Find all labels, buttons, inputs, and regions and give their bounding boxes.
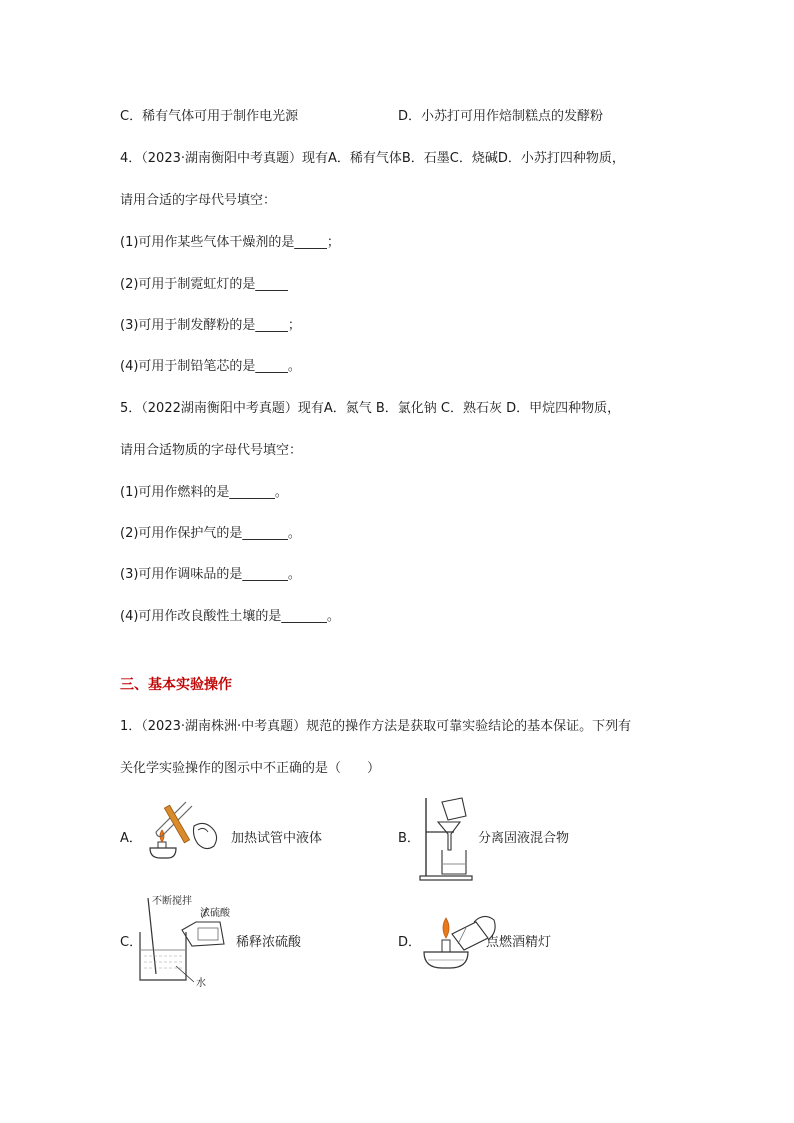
q4-item-3: (3)可用于制发酵粉的是_____； [120,318,301,333]
q1-stem-line2: 关化学实验操作的图示中不正确的是（ ） [120,761,381,776]
q1-stem-line1: 1．（2023·湖南株洲·中考真题）规范的操作方法是获取可靠实验结论的基本保证。下列有 [120,719,632,734]
option-b-caption: 分离固液混合物 [478,831,570,846]
q4-item-2: (2)可用于制霓虹灯的是_____ [120,277,288,292]
q5-stem-line2: 请用合适物质的字母代号填空： [120,443,303,458]
option-b-letter: B． [398,831,420,846]
label-water: 水 [196,978,206,989]
q5-item-2: (2)可用作保护气的是_______。 [120,526,301,541]
q5-stem-line1: 5．（2022湖南衡阳中考真题）现有A．氮气 B．氯化钠 C．熟石灰 D．甲烷四种物质， [120,401,621,416]
option-c-letter: C． [120,935,143,950]
label-stir: 不断搅拌 [152,896,192,907]
option-a-letter: A． [120,831,142,846]
q4-item-4: (4)可用于制铅笔芯的是_____。 [120,359,301,374]
heating-test-tube-illustration [146,796,226,866]
option-c-caption: 稀释浓硫酸 [236,935,302,950]
q4-item-1: (1)可用作某些气体干燥剂的是_____； [120,235,340,250]
q4-stem-line1: 4．（2023·湖南衡阳中考真题）现有A．稀有气体B．石墨C．烧碱D．小苏打四种物质， [120,151,625,166]
q3-option-d: D．小苏打可用作焙制糕点的发酵粉 [398,109,604,124]
option-a-caption: 加热试管中液体 [231,831,323,846]
filtration-apparatus-illustration [418,794,478,882]
q5-item-3: (3)可用作调味品的是_______。 [120,567,301,582]
option-d-caption: 点燃酒精灯 [486,935,552,950]
q3-option-c: C．稀有气体可用于制作电光源 [120,109,299,124]
section-heading: 三、基本实验操作 [120,677,232,693]
option-d-letter: D． [398,935,422,950]
q5-item-1: (1)可用作燃料的是_______。 [120,485,288,500]
q4-stem-line2: 请用合适的字母代号填空： [120,193,277,208]
q5-item-4: (4)可用作改良酸性土壤的是_______。 [120,609,340,624]
label-acid: 浓硫酸 [200,908,230,919]
